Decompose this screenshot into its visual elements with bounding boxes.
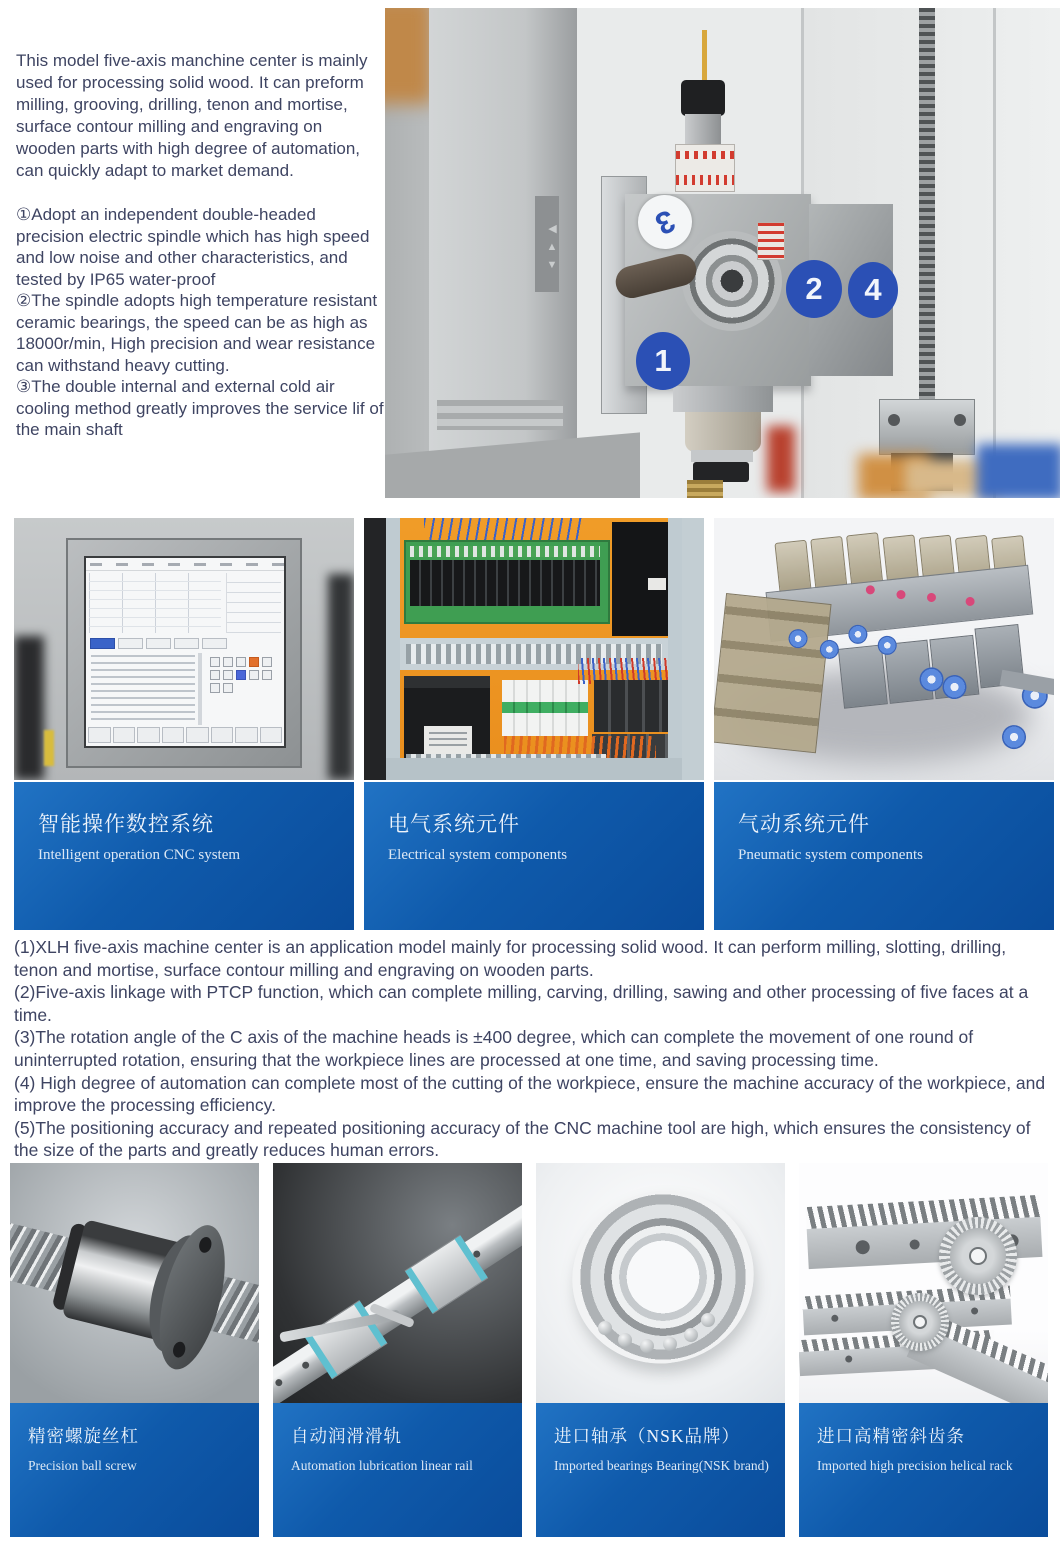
electrical-system-photo (364, 518, 704, 780)
screen-icon (262, 657, 272, 667)
screen-text-pane (91, 655, 195, 723)
screen-menubar (86, 558, 284, 571)
machine-spindle-photo (385, 8, 1060, 498)
caption-title-en: Precision ball screw (28, 1458, 137, 1473)
cabinet-frame (386, 518, 400, 770)
cnc-system-photo (14, 518, 354, 780)
feature-item-3: ③The double internal and external cold air cooling method greatly improves the service lif of the main shaft (16, 377, 384, 439)
tool-collet (681, 80, 725, 116)
relay-row (410, 560, 600, 606)
cutter-bit (687, 480, 723, 498)
cabinet-frame (668, 518, 682, 770)
description-point-1: (1)XLH five-axis machine center is an application model mainly for processing solid wood. It can perform milling, slotting, drilling, tenon and mortise, surface contour milling and engraving on wooden parts. (14, 937, 1007, 980)
screen-softkey (162, 727, 185, 743)
description-section (14, 936, 1049, 1162)
screen-tab (174, 638, 199, 649)
bearing-ball (618, 1333, 632, 1347)
contactors (594, 680, 668, 732)
helical-rack-photo (799, 1163, 1048, 1403)
rail-hole (301, 1360, 311, 1370)
screen-icon (249, 670, 259, 680)
servo-label (648, 578, 666, 590)
intro-section (16, 50, 384, 441)
caption-title-zh: 精密螺旋丝杠 (28, 1426, 139, 1446)
card-caption (10, 1403, 259, 1537)
transformer-label (424, 726, 472, 754)
card-ball-screw (10, 1163, 259, 1537)
screen-icon (210, 670, 220, 680)
description-point-2: (2)Five-axis linkage with PTCP function, which can complete milling, carving, drilling, sawing and other processing of five faces at a time. (14, 982, 1029, 1025)
caption-title-en: Imported bearings Bearing(NSK brand) (554, 1458, 769, 1473)
cabinet-frame (386, 758, 682, 780)
feature-item-1: ①Adopt an independent double-headed precision electric spindle which has high speed and low noise and other characteristics, and tested by IP65 water-proof (16, 205, 370, 289)
ballscrew-bearing-block (879, 399, 975, 455)
valve-coil (846, 532, 883, 587)
ball-screw-photo (10, 1163, 259, 1403)
card-pneumatic-system (714, 518, 1054, 930)
rail-carriage (405, 1235, 489, 1315)
caption-title-en: Automation lubrication linear rail (291, 1458, 473, 1473)
spindle-label (757, 222, 785, 260)
monitor-screen (84, 556, 286, 748)
screen-icon (223, 683, 233, 693)
card-caption (273, 1403, 522, 1537)
card-caption (364, 782, 704, 930)
screen-icon-blue (236, 670, 246, 680)
screen-status-panel (226, 573, 281, 633)
screen-icon (210, 683, 220, 693)
screen-tab (118, 638, 143, 649)
screen-tab (202, 638, 227, 649)
lower-spindle-ring (691, 450, 753, 462)
photo-shadow (364, 518, 386, 780)
circuit-breakers (502, 680, 588, 736)
caption-title-en: Imported high precision helical rack (817, 1458, 1013, 1473)
bearing-ball (598, 1321, 612, 1335)
tool-pin (702, 30, 707, 82)
caption-title-zh: 进口轴承（NSK品牌） (554, 1426, 741, 1446)
bearing-ball (701, 1313, 715, 1327)
tool-collet-ring (685, 114, 721, 146)
blue-wires (424, 518, 584, 542)
description-point-4: (4) High degree of automation can complete most of the cutting of the workpiece, ensure the machine accuracy of the workpiece, and improve the processing efficiency. (14, 1072, 1046, 1116)
axis-marker-icon: ◀▲▼ (535, 196, 559, 292)
card-caption (14, 782, 354, 930)
photo-shadow (14, 636, 44, 780)
machine-column-slots (437, 400, 563, 430)
lower-spindle-nut (693, 462, 749, 482)
linear-rail-photo (273, 1163, 522, 1403)
photo-shadow (328, 574, 354, 780)
screen-tab (146, 638, 171, 649)
wood-blur (385, 8, 433, 104)
component-card-row-bottom (10, 1163, 1048, 1537)
valve-manifold-group (714, 518, 1054, 780)
screen-icon (223, 670, 233, 680)
solenoid-coils (714, 518, 1038, 540)
bearing-ball (640, 1339, 654, 1353)
caption-title-en: Pneumatic system components (738, 847, 923, 863)
screen-icon (210, 657, 220, 667)
spur-gear (939, 1217, 1017, 1295)
terminal-strip (410, 546, 600, 557)
screen-softkey (186, 727, 209, 743)
spur-gear (891, 1293, 949, 1351)
screen-icon (223, 657, 233, 667)
screen-scrollbar (198, 653, 202, 725)
valve-coil (774, 540, 811, 595)
number-label-2: 2 (786, 260, 842, 318)
bearing-photo (536, 1163, 785, 1403)
card-helical-rack (799, 1163, 1048, 1537)
screen-tab (90, 638, 115, 649)
bearing-ball (663, 1337, 677, 1351)
number-label-1: 1 (636, 332, 690, 390)
bearing-ball (684, 1328, 698, 1342)
lower-spindle-cone (685, 412, 761, 452)
blue-fitting (1001, 724, 1027, 750)
ball-screw-assembly (10, 1163, 259, 1403)
screen-tabs (90, 638, 227, 649)
valve-cluster-left (714, 593, 832, 753)
caption-title-en: Electrical system components (388, 847, 568, 863)
caption-title-zh: 自动润滑滑轨 (291, 1426, 402, 1446)
description-point-3: (3)The rotation angle of the C axis of the machine heads is ±400 degree, which can complete the movement of one round of uninterrupted rotation, ensuring that the workpiece lines are processed at one time, and saving processing time. (14, 1027, 974, 1070)
vertical-ballscrew (919, 8, 935, 432)
screen-softkey (260, 727, 283, 743)
card-caption (799, 1403, 1048, 1537)
caption-title-en: Intelligent operation CNC system (38, 847, 241, 863)
valve-block (838, 644, 888, 708)
screen-icon-orange (249, 657, 259, 667)
tool-label-cylinder (675, 144, 735, 192)
lower-spindle-step (673, 386, 773, 412)
screen-coordinate-table (89, 573, 221, 633)
rail-hole (274, 1378, 284, 1388)
screen-softkey (137, 727, 160, 743)
number-label-3: 3 (629, 186, 701, 258)
screen-icon-grid (208, 655, 280, 707)
card-cnc-system (14, 518, 354, 930)
card-linear-rail (273, 1163, 522, 1537)
screen-icon (262, 670, 272, 680)
screen-softkey (88, 727, 111, 743)
panel-seam (993, 8, 996, 498)
caption-title-zh: 电气系统元件 (388, 812, 520, 836)
screen-softkey (211, 727, 234, 743)
screen-softkey-row (88, 727, 282, 743)
linear-rail (273, 1187, 522, 1403)
card-electrical-system (364, 518, 704, 930)
intro-paragraph: This model five-axis manchine center is mainly used for processing solid wood. It can preform milling, grooving, drilling, tenon and mortise, surface contour milling and engraving on wooden parts with high degree of automation, can quickly adapt to market demand. (16, 51, 368, 180)
screen-softkey (113, 727, 136, 743)
background-blur-red (767, 426, 795, 492)
card-caption (536, 1403, 785, 1537)
component-card-row (14, 518, 1054, 930)
yellow-handle (44, 730, 54, 766)
card-caption (714, 782, 1054, 930)
background-blur-blue (977, 444, 1060, 498)
screen-softkey (235, 727, 258, 743)
feature-item-2: ②The spindle adopts high temperature resistant ceramic bearings, the speed can be as high as 18000r/min, High precision and wear resistance can withstand heavy cutting. (16, 291, 378, 375)
pneumatic-system-photo (714, 518, 1054, 780)
card-bearing (536, 1163, 785, 1537)
bearing-ring (552, 1169, 774, 1385)
description-point-5: (5)The positioning accuracy and repeated positioning accuracy of the CNC machine tool are high, which ensures the consistency of the size of the parts and greatly reduces human errors. (14, 1117, 1031, 1161)
feature-list (16, 204, 384, 441)
caption-title-zh: 智能操作数控系统 (38, 812, 214, 836)
screen-icon (236, 657, 246, 667)
valve-coil (810, 536, 847, 591)
caption-title-zh: 进口高精密斜齿条 (817, 1426, 965, 1446)
caption-title-zh: 气动系统元件 (738, 812, 870, 836)
number-label-4: 4 (848, 262, 898, 318)
